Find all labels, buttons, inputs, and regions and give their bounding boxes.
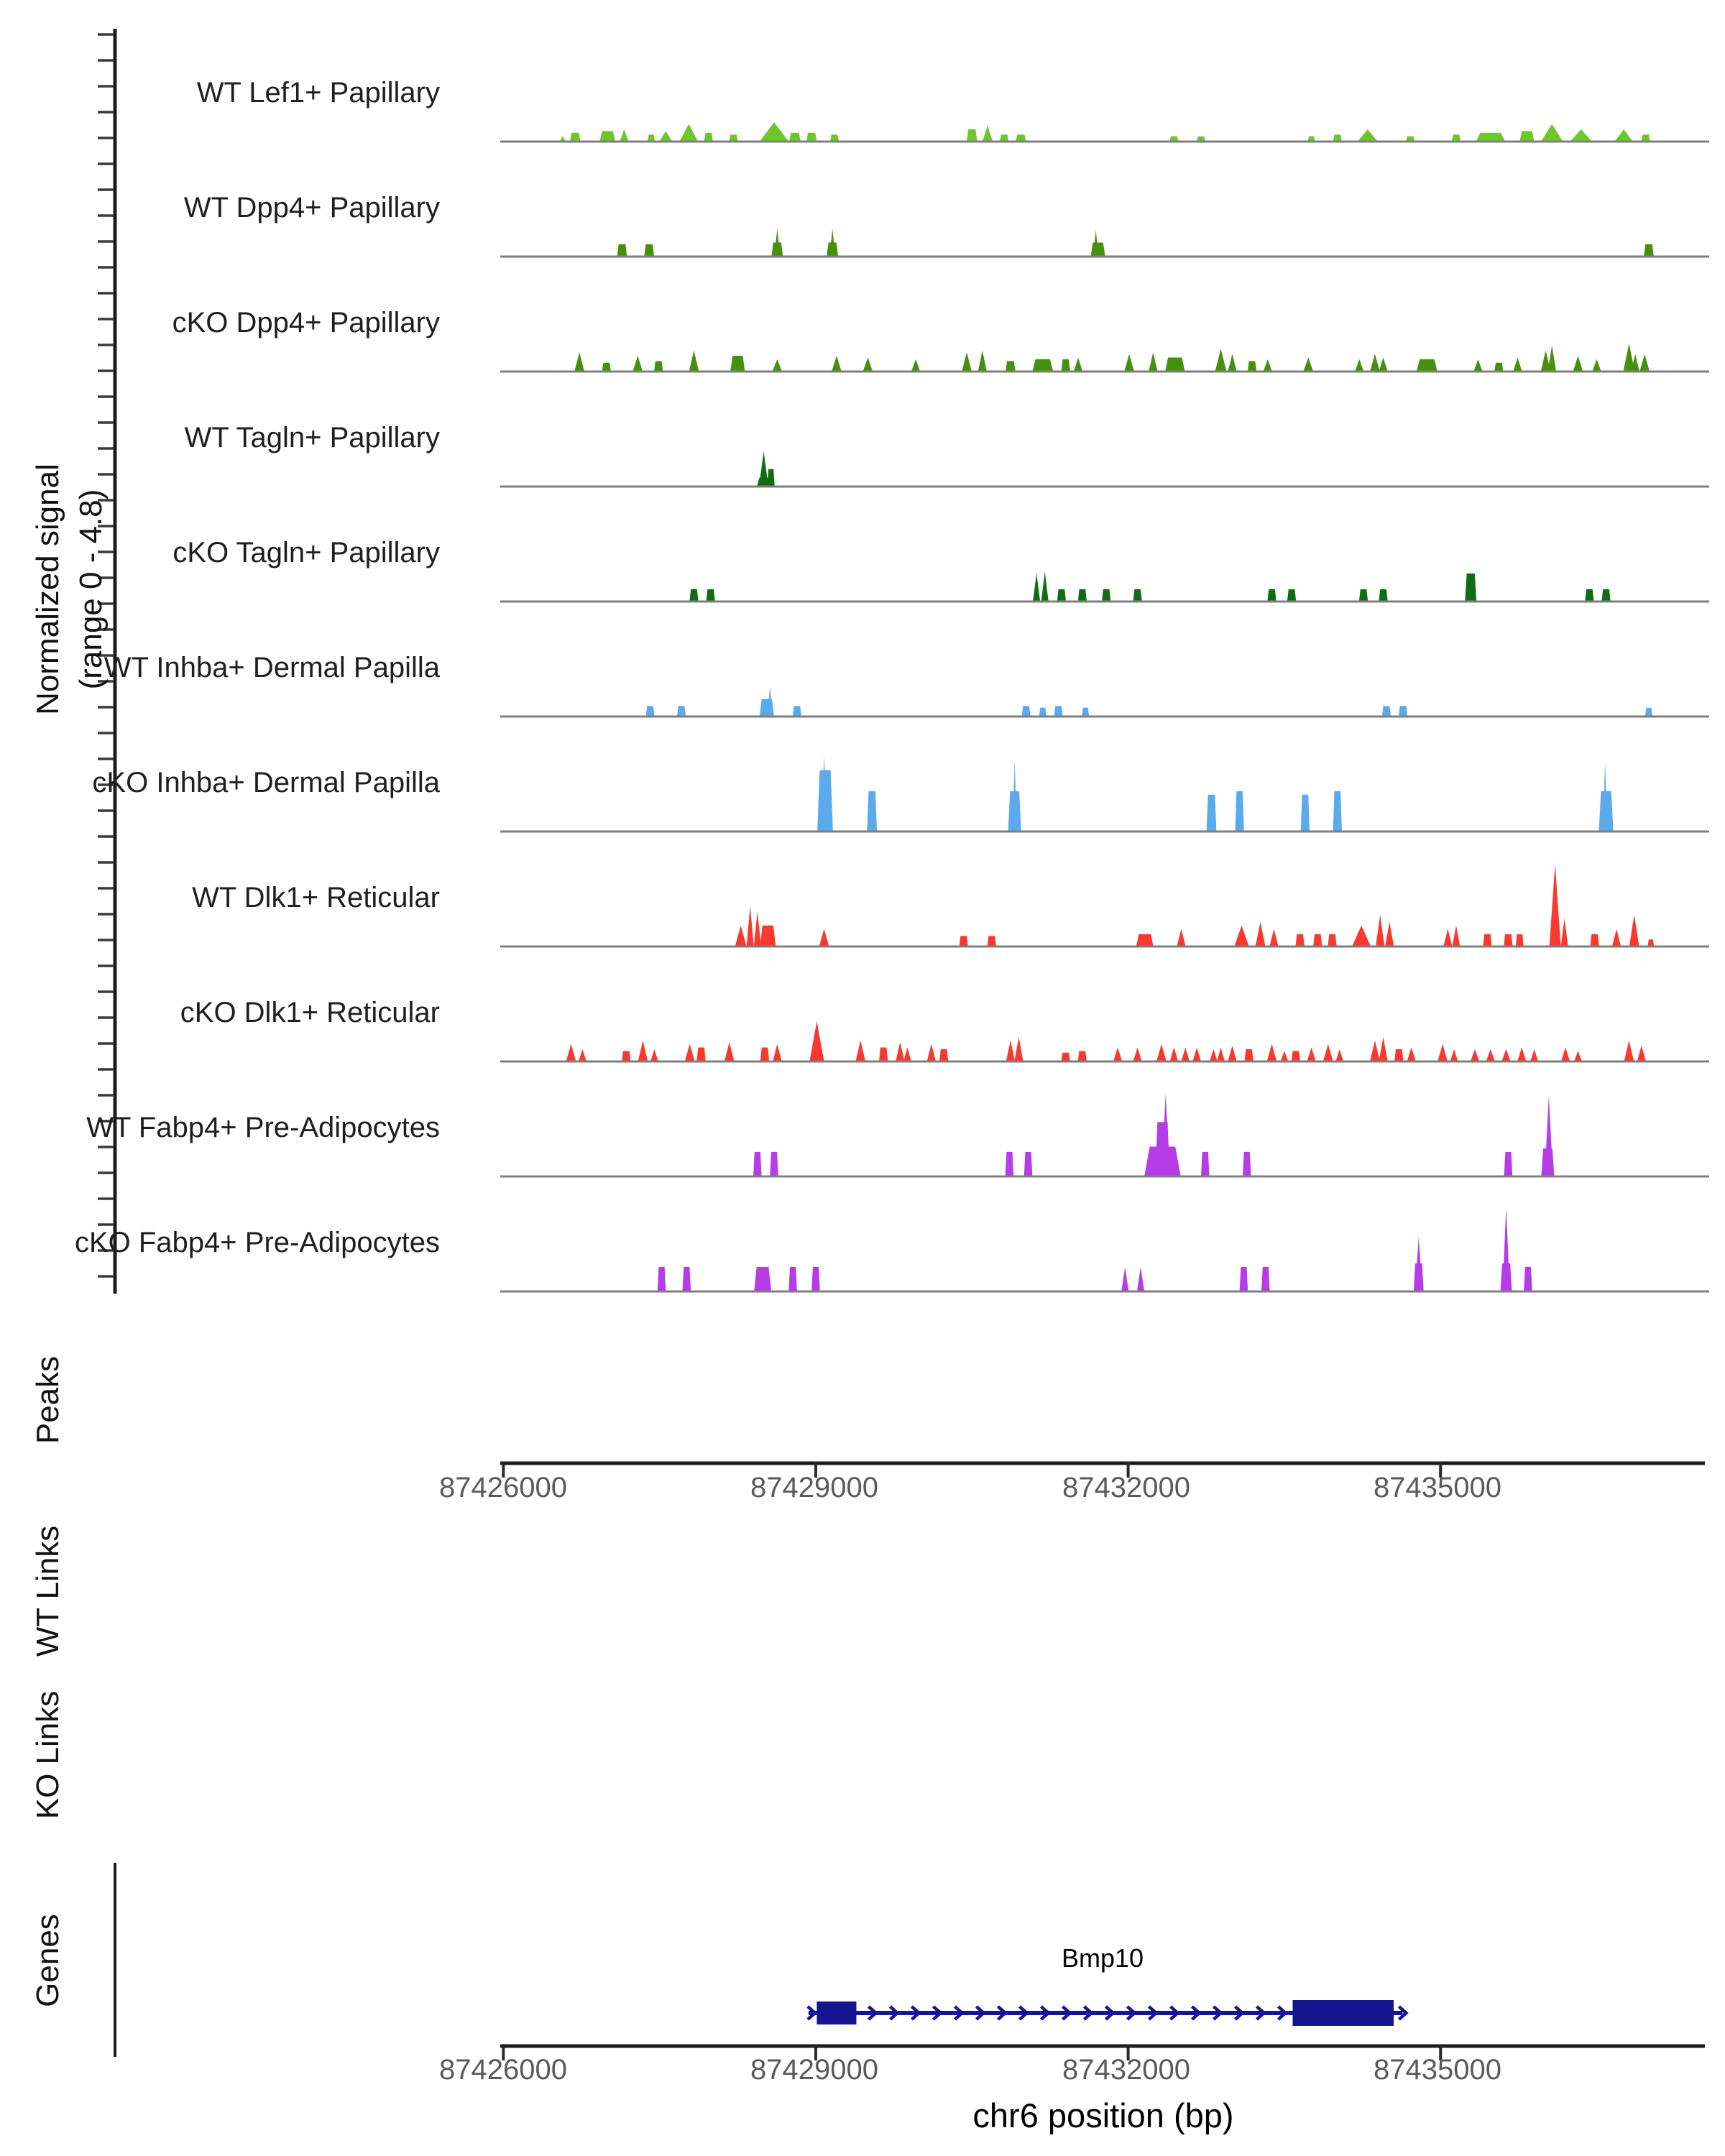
signal-peak [1379,589,1387,602]
bottom-axis-tick-87435000: 87435000 [1374,2054,1501,2086]
signal-peak [1590,934,1598,946]
signal-peak [1217,1047,1225,1061]
signal-peak [579,1049,586,1061]
signal-peak [566,1044,576,1061]
signal-peak [1074,357,1082,372]
signal-peak [773,1044,781,1061]
signal-peak [1335,1049,1343,1061]
y-axis-title-line1: Normalized signal [30,464,65,715]
signal-peak [1379,357,1387,372]
signal-peak [1352,926,1371,946]
peaks-axis-tick-87429000: 87429000 [750,1472,878,1503]
signal-peak [1039,708,1046,717]
signal-peak [1376,915,1384,946]
signal-peak [1024,1152,1033,1176]
signal-peak [1370,1041,1380,1061]
genes-section-label: Genes [30,1914,65,2007]
signal-peak [1170,1047,1179,1061]
signal-peak [689,589,698,602]
signal-peak [1287,589,1296,602]
signal-peak [863,357,873,372]
signal-peak [1545,1096,1553,1176]
signal-peak [1399,706,1407,717]
signal-peak [1601,589,1610,602]
signal-peak [1516,934,1524,946]
signal-peak [1244,1049,1253,1061]
signal-peak [1149,352,1157,372]
peaks-axis-tick-87432000: 87432000 [1062,1472,1190,1503]
signal-peak [1637,1046,1646,1061]
signal-peak [1519,131,1534,142]
signal-peak [1136,934,1154,946]
signal-peak [1006,1041,1015,1061]
x-axis-title: chr6 position (bp) [972,2096,1234,2134]
signal-peak [927,1044,936,1061]
signal-peak [774,229,780,257]
signal-peak [1133,1047,1141,1061]
signal-peak [1102,589,1110,602]
signal-peak [1561,1047,1570,1061]
signal-peak [789,133,801,142]
signal-peak [788,1267,797,1291]
signal-peak [988,936,996,946]
gene-exon [816,2001,856,2024]
signal-peak [1295,934,1304,946]
signal-peak [1465,573,1476,602]
signal-peak [724,1042,735,1061]
signal-peak [760,926,776,946]
signal-peak [1062,359,1070,372]
signal-peak [1248,361,1256,372]
signal-peak [1121,1267,1128,1291]
signal-peak [1323,1044,1333,1061]
signal-peak [754,911,761,946]
track-label-wt-fabp4: WT Fabp4+ Pre-Adipocytes [86,1112,440,1143]
track-label-wt-dlk1: WT Dlk1+ Reticular [192,882,440,913]
gene-name-label: Bmp10 [1061,1943,1144,1973]
signal-peak [1177,929,1185,946]
signal-peak [1078,589,1087,602]
signal-peak [754,1267,771,1291]
signal-peak [1530,1049,1538,1061]
signal-peak [704,133,713,142]
signal-peak [855,1041,865,1061]
signal-peak [1207,795,1217,831]
signal-peak [879,1047,888,1061]
signal-peak [706,589,714,602]
signal-peak [602,363,611,372]
signal-peak [1006,1152,1014,1176]
signal-peak [1382,706,1391,717]
signal-peak [1240,1267,1248,1291]
signal-peak [1256,922,1266,946]
signal-peak [1228,1046,1236,1061]
signal-peak [1504,1152,1513,1176]
signal-peak [617,244,627,257]
signal-peak [1235,791,1243,831]
signal-peak [1502,1207,1509,1291]
signal-peak [772,359,782,372]
track-label-wt-inhba: WT Inhba+ Dermal Papilla [104,652,440,683]
signal-peak [644,244,654,257]
signal-peak [1124,354,1134,372]
signal-peak [1574,1051,1582,1061]
signal-peak [1041,572,1049,602]
signal-peak [811,1267,820,1291]
peaks-axis-tick-87435000: 87435000 [1374,1472,1501,1503]
signal-peak [685,1044,695,1061]
signal-peak [1062,1053,1070,1061]
signal-peak [1473,359,1482,372]
signal-peak [1333,791,1342,831]
signal-peak [1501,1049,1510,1061]
signal-peak [1313,934,1322,946]
signal-peak [1133,589,1141,602]
signal-peak [867,791,877,831]
signal-peak [1264,359,1272,372]
bottom-axis-tick-87429000: 87429000 [750,2054,878,2086]
signal-peak [570,133,580,142]
signal-peak [1280,1051,1288,1061]
signal-peak [1267,589,1276,602]
signal-peak [679,124,698,142]
track-label-wt-lef1: WT Lef1+ Papillary [196,77,440,109]
signal-peak [730,356,745,372]
bottom-axis-tick-87432000: 87432000 [1062,2054,1190,2086]
signal-peak [896,1042,904,1061]
signal-peak [1483,934,1491,946]
signal-peak [753,1152,762,1176]
signal-peak [1006,361,1016,372]
signal-peak [1592,359,1601,372]
signal-peak [1215,349,1227,372]
signal-peak [903,1047,911,1061]
signal-peak [645,706,654,717]
signal-peak [1228,354,1236,372]
signal-peak [1450,1049,1458,1061]
signal-peak [599,131,615,142]
signal-peak [1541,124,1563,142]
signal-peak [1078,1051,1087,1061]
signal-peak [1486,1049,1495,1061]
signal-peak [696,1047,705,1061]
signal-peak [1453,926,1460,946]
signal-peak [1644,244,1654,257]
signal-peak [1417,359,1438,372]
signal-peak [735,926,747,946]
signal-peak [1639,354,1650,372]
y-axis-title-line2: (range 0 - 4.8) [73,489,109,690]
signal-peak [1524,1267,1532,1291]
signal-peak [1471,1049,1479,1061]
signal-peak [1476,133,1505,142]
signal-peak [1165,357,1185,372]
signal-peak [1210,1049,1218,1061]
signal-peak [620,129,628,142]
signal-peak [911,359,920,372]
signal-peak [1359,589,1368,602]
signal-peak [759,451,768,487]
signal-peak [1438,1044,1448,1061]
signal-peak [1573,356,1583,372]
signal-peak [1513,357,1522,372]
signal-peak [1057,589,1066,602]
signal-peak [1504,934,1512,946]
signal-peak [1261,1267,1270,1291]
signal-peak [1358,129,1378,142]
signal-peak [1014,1037,1023,1061]
signal-peak [770,1152,778,1176]
signal-peak [1033,573,1040,602]
signal-peak [1612,929,1621,946]
bottom-axis-tick-87426000: 87426000 [439,2054,567,2086]
signal-peak [1243,1152,1251,1176]
signal-peak [1303,357,1313,372]
signal-peak [983,126,993,142]
signal-peak [829,229,835,257]
signal-peak [760,1047,769,1061]
signal-peak [650,1049,658,1061]
signal-peak [1201,1152,1210,1176]
signal-peak [967,129,977,142]
signal-peak [1082,708,1089,717]
signal-peak [1615,129,1633,142]
signal-peak [1156,1044,1167,1061]
peaks-axis-tick-87426000: 87426000 [439,1472,567,1503]
signal-peak [1192,1047,1201,1061]
signal-peak [1645,708,1652,717]
signal-peak [683,1267,691,1291]
signal-peak [1301,795,1310,831]
signal-peak [939,1049,948,1061]
ko-links-section-label: KO Links [30,1690,65,1820]
signal-peak [1181,1047,1190,1061]
signal-peak [677,706,686,717]
signal-peak [574,352,584,372]
track-label-cko-inhba: cKO Inhba+ Dermal Papilla [92,767,440,798]
signal-peak [1629,915,1639,946]
signal-peak [809,1021,824,1061]
signal-peak [654,361,663,372]
signal-peak [1234,926,1248,946]
track-label-cko-dlk1: cKO Dlk1+ Reticular [180,997,440,1028]
track-label-cko-fabp4: cKO Fabp4+ Pre-Adipocytes [74,1227,440,1258]
signal-peak [1550,864,1561,946]
signal-peak [793,706,801,717]
signal-peak [962,352,972,372]
signal-peak [768,469,775,487]
signal-peak [1113,1047,1122,1061]
wt-links-section-label: WT Links [30,1525,65,1657]
signal-peak [978,351,987,372]
signal-peak [1585,589,1593,602]
signal-peak [1547,345,1556,372]
signal-peak [659,131,672,142]
track-label-cko-dpp4: cKO Dpp4+ Papillary [172,307,440,338]
signal-peak [1385,922,1394,946]
signal-peak [1355,359,1363,372]
signal-peak [1394,1049,1403,1061]
signal-peak [1443,929,1452,946]
signal-peak [819,929,829,946]
signal-peak [1370,354,1380,372]
signal-peak [1517,1047,1526,1061]
track-label-cko-tagln: cKO Tagln+ Papillary [172,537,440,568]
signal-peak [1494,363,1503,372]
signal-peak [689,351,699,372]
gene-exon [1292,2000,1394,2026]
signal-peak [832,356,842,372]
signal-peak [638,1041,648,1061]
signal-peak [1021,706,1030,717]
signal-peak [1407,1047,1416,1061]
signal-peak [760,122,789,142]
signal-peak [1032,359,1053,372]
signal-peak [1269,929,1278,946]
signal-peak [1561,918,1568,946]
signal-peak [632,356,643,372]
signal-peak [1292,1051,1300,1061]
signal-peak [1267,1044,1277,1061]
signal-peak [1624,1041,1634,1061]
signal-peak [747,906,754,946]
signal-peak [1328,934,1336,946]
signal-peak [1054,706,1062,717]
signal-peak [806,133,816,142]
signal-peak [1570,129,1592,142]
peaks-section-label: Peaks [30,1355,65,1445]
signal-peak [658,1267,666,1291]
signal-peak [1137,1267,1144,1291]
signal-peak [622,1051,630,1061]
signal-peak [1307,1047,1315,1061]
signal-peak [1379,1037,1387,1061]
signal-peak [960,936,968,946]
track-label-wt-tagln: WT Tagln+ Papillary [184,422,440,453]
track-label-wt-dpp4: WT Dpp4+ Papillary [183,192,440,224]
